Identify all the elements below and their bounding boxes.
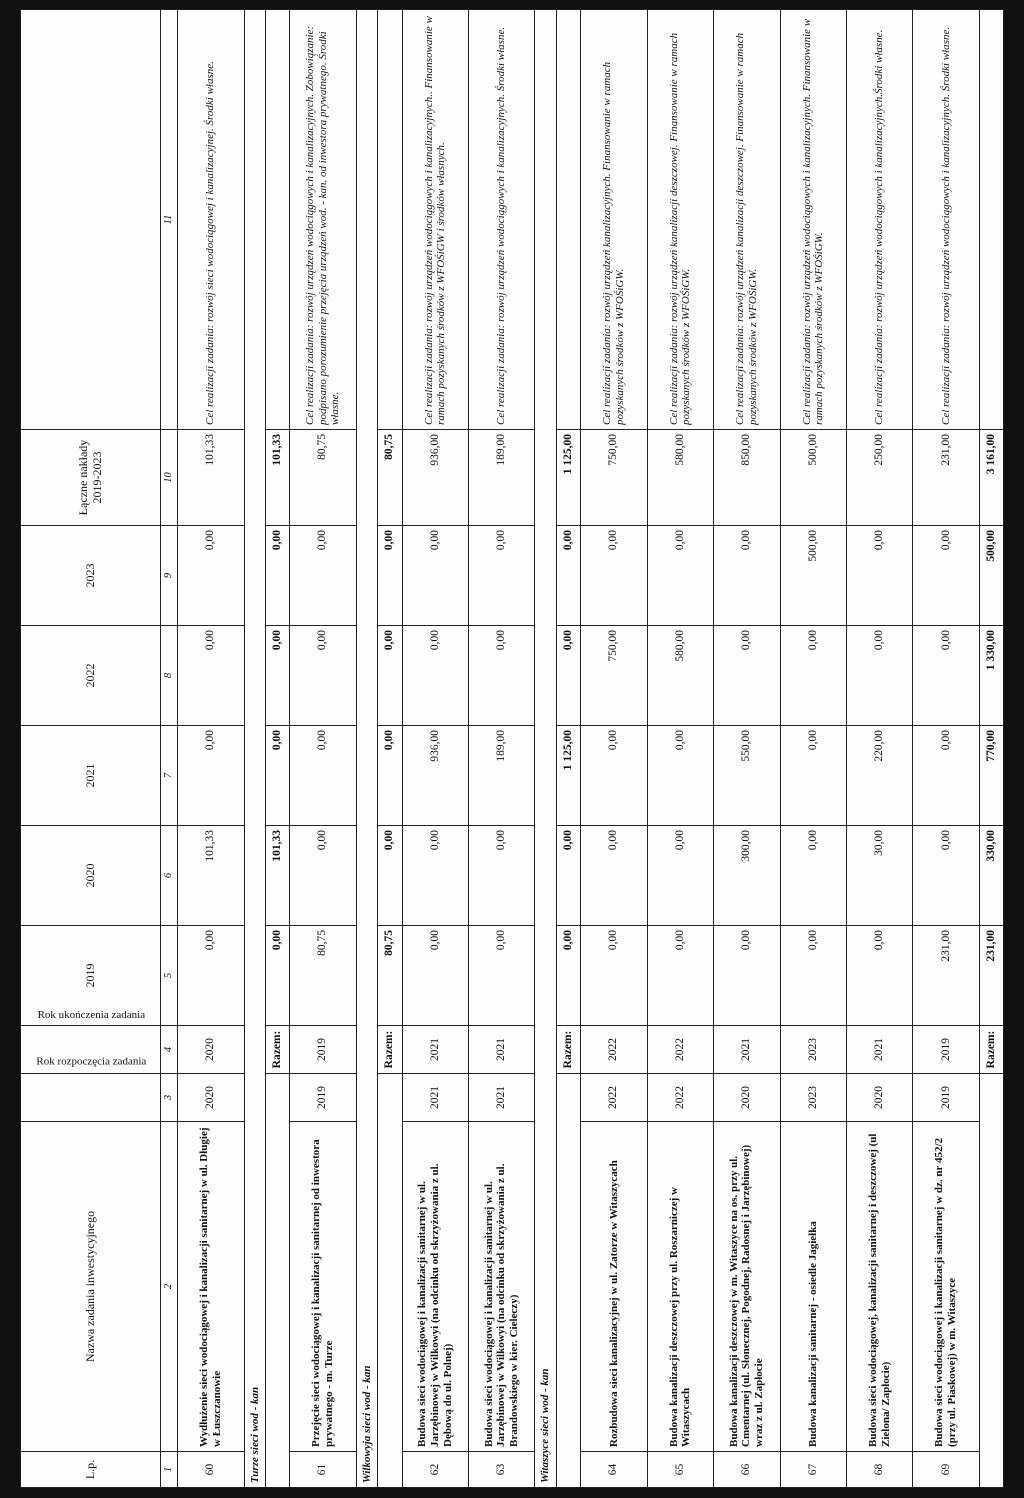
row-y2022: 750,00 — [581, 626, 647, 726]
header-2022: 2022 — [21, 626, 161, 726]
subtotal-y2020: 101,33 — [266, 826, 290, 926]
row-y2021: 550,00 — [714, 726, 780, 826]
row-total: 850,00 — [714, 430, 780, 526]
row-task-name: Budowa sieci wodociągowej i kanalizacji sanitarnej w ul. Jarzębinowej w Wilkowyi (na odcinku od skrzyżowania z ul. Brandowskiego w kier. Cieleczy) — [468, 1122, 534, 1452]
row-lp: 63 — [468, 1452, 534, 1488]
row-y2020: 30,00 — [846, 826, 912, 926]
row-y2021: 0,00 — [913, 726, 979, 826]
row-purpose: Cel realizacji zadania: rozwój urządzeń kanalizacyjnych. Finansowanie w ramach pozyskanych środków z WFOŚiGW. — [581, 10, 647, 430]
row-start-year: 2020 — [178, 1074, 244, 1122]
row-y2020: 0,00 — [913, 826, 979, 926]
header-2021: 2021 — [21, 726, 161, 826]
row-y2021: 0,00 — [290, 726, 356, 826]
row-lp: 60 — [178, 1452, 244, 1488]
subtotal-row — [266, 10, 290, 1488]
row-y2023: 0,00 — [290, 526, 356, 626]
group-label-row — [535, 10, 557, 1488]
row-total: 500,00 — [780, 430, 846, 526]
subtotal-label: Razem: — [979, 1026, 1003, 1074]
header-row — [21, 10, 161, 1488]
row-y2022: 0,00 — [178, 626, 244, 726]
row-y2023: 0,00 — [178, 526, 244, 626]
subtotal-y2023: 0,00 — [378, 526, 402, 626]
table-row — [468, 10, 534, 1488]
row-task-name: Budowa sieci wodociągowej, kanalizacji sanitarnej i deszczowej (ul Zielona/ Zapłocie) — [846, 1122, 912, 1452]
row-y2022: 0,00 — [780, 626, 846, 726]
subtotal-spacer — [266, 1074, 290, 1488]
subtotal-purpose-empty — [378, 10, 402, 430]
row-y2023: 0,00 — [846, 526, 912, 626]
row-y2019: 0,00 — [647, 926, 713, 1026]
row-lp: 68 — [846, 1452, 912, 1488]
row-end-year: 2022 — [581, 1026, 647, 1074]
subtotal-spacer — [979, 1074, 1003, 1488]
row-y2021: 0,00 — [581, 726, 647, 826]
subtotal-y2020: 330,00 — [979, 826, 1003, 926]
row-y2023: 500,00 — [780, 526, 846, 626]
subtotal-y2021: 0,00 — [378, 726, 402, 826]
header-lp: L.p. — [21, 1452, 161, 1488]
row-task-name: Budowa kanalizacji sanitarnej - osiedle Jagiełka — [780, 1122, 846, 1452]
subtotal-y2020: 0,00 — [378, 826, 402, 926]
row-y2023: 0,00 — [468, 526, 534, 626]
header-end: Rok ukończenia zadania — [21, 1026, 161, 1074]
row-end-year: 2023 — [780, 1026, 846, 1074]
group-label: Witaszyce sieci wod - kan — [535, 10, 557, 1488]
header-purpose — [21, 10, 161, 430]
row-y2021: 936,00 — [402, 726, 468, 826]
row-y2022: 0,00 — [714, 626, 780, 726]
subtotal-label: Razem: — [557, 1026, 581, 1074]
header-name: Nazwa zadania inwestycyjnego — [21, 1122, 161, 1452]
row-y2021: 220,00 — [846, 726, 912, 826]
subtotal-y2023: 0,00 — [266, 526, 290, 626]
row-y2023: 0,00 — [402, 526, 468, 626]
row-purpose: Cel realizacji zadania: rozwój urządzeń wodociągowych i kanalizacyjnych. Zobowiązanie: podpisano porozumienie przejęcia urządzeń wod. - kan. od inwestora prywatnego. Środki własne. — [290, 10, 356, 430]
subtotal-total: 101,33 — [266, 430, 290, 526]
subtotal-label: Razem: — [266, 1026, 290, 1074]
row-lp: 65 — [647, 1452, 713, 1488]
row-y2019: 0,00 — [402, 926, 468, 1026]
row-y2019: 0,00 — [846, 926, 912, 1026]
row-total: 101,33 — [178, 430, 244, 526]
header-2023: 2023 — [21, 526, 161, 626]
row-y2019: 231,00 — [913, 926, 979, 1026]
row-y2023: 0,00 — [913, 526, 979, 626]
column-number-cell: 7 — [161, 726, 178, 826]
row-total: 936,00 — [402, 430, 468, 526]
row-purpose: Cel realizacji zadania: rozwój urządzeń wodociągowych i kanalizacyjnych. Finansowanie w ramach pozyskanych środków z WFOŚiGW. — [780, 10, 846, 430]
row-start-year: 2021 — [402, 1074, 468, 1122]
row-start-year: 2023 — [780, 1074, 846, 1122]
table-row — [178, 10, 244, 1488]
row-y2022: 0,00 — [846, 626, 912, 726]
investment-table — [20, 9, 1004, 1488]
row-y2019: 80,75 — [290, 926, 356, 1026]
table-row — [290, 10, 356, 1488]
subtotal-y2021: 770,00 — [979, 726, 1003, 826]
subtotal-y2022: 1 330,00 — [979, 626, 1003, 726]
subtotal-total: 3 161,00 — [979, 430, 1003, 526]
subtotal-y2022: 0,00 — [266, 626, 290, 726]
row-total: 750,00 — [581, 430, 647, 526]
table-row — [780, 10, 846, 1488]
subtotal-total: 80,75 — [378, 430, 402, 526]
row-y2020: 300,00 — [714, 826, 780, 926]
row-start-year: 2022 — [581, 1074, 647, 1122]
row-lp: 67 — [780, 1452, 846, 1488]
column-number-cell: 1 — [161, 1452, 178, 1488]
subtotal-purpose-empty — [979, 10, 1003, 430]
subtotal-y2019: 231,00 — [979, 926, 1003, 1026]
row-y2022: 0,00 — [290, 626, 356, 726]
header-2020: 2020 — [21, 826, 161, 926]
subtotal-purpose-empty — [557, 10, 581, 430]
table-row — [714, 10, 780, 1488]
row-start-year: 2020 — [846, 1074, 912, 1122]
row-y2023: 0,00 — [714, 526, 780, 626]
row-y2019: 0,00 — [780, 926, 846, 1026]
row-task-name: Budowa sieci wodociągowej i kanalizacji sanitarnej w ul. Jarzębinowej w Wilkowyi (na odcinku od skrzyżowania z ul. Dębową do ul. Polnej) — [402, 1122, 468, 1452]
row-end-year: 2021 — [468, 1026, 534, 1074]
row-end-year: 2021 — [402, 1026, 468, 1074]
row-start-year: 2019 — [290, 1074, 356, 1122]
row-y2019: 0,00 — [714, 926, 780, 1026]
subtotal-y2022: 0,00 — [378, 626, 402, 726]
subtotal-y2021: 0,00 — [266, 726, 290, 826]
group-label: Turze sieci wod - kan — [244, 10, 266, 1488]
row-y2022: 0,00 — [913, 626, 979, 726]
row-end-year: 2021 — [714, 1026, 780, 1074]
subtotal-row — [557, 10, 581, 1488]
subtotal-y2019: 0,00 — [557, 926, 581, 1026]
row-purpose: Cel realizacji zadania: rozwój urządzeń wodociągowych i kanalizacyjnych.. Finansowanie w ramach pozyskanych środków z WFOŚiGW i środków własnych. — [402, 10, 468, 430]
column-number-cell: 6 — [161, 826, 178, 926]
subtotal-y2019: 80,75 — [378, 926, 402, 1026]
subtotal-row — [979, 10, 1003, 1488]
table-row — [647, 10, 713, 1488]
column-number-cell: 2 — [161, 1122, 178, 1452]
row-total: 189,00 — [468, 430, 534, 526]
row-end-year: 2022 — [647, 1026, 713, 1074]
row-y2019: 0,00 — [581, 926, 647, 1026]
row-task-name: Budowa sieci wodociągowej i kanalizacji sanitarnej w dz. nr 452/2 (przy ul. Piaskowej) w m. Witaszyce — [913, 1122, 979, 1452]
column-number-cell: 10 — [161, 430, 178, 526]
row-y2020: 101,33 — [178, 826, 244, 926]
row-y2020: 0,00 — [647, 826, 713, 926]
row-lp: 64 — [581, 1452, 647, 1488]
row-end-year: 2021 — [846, 1026, 912, 1074]
column-number-cell: 11 — [161, 10, 178, 430]
row-y2020: 0,00 — [581, 826, 647, 926]
subtotal-y2022: 0,00 — [557, 626, 581, 726]
group-label-row — [244, 10, 266, 1488]
row-y2019: 0,00 — [178, 926, 244, 1026]
row-start-year: 2019 — [913, 1074, 979, 1122]
row-y2021: 0,00 — [647, 726, 713, 826]
row-purpose: Cel realizacji zadania: rozwój urządzeń wodociągowych i kanalizacyjnych. Środki własne. — [468, 10, 534, 430]
row-lp: 69 — [913, 1452, 979, 1488]
column-number-cell: 9 — [161, 526, 178, 626]
table-row — [846, 10, 912, 1488]
column-number-cell: 3 — [161, 1074, 178, 1122]
row-task-name: Wydłużenie sieci wodociągowej i kanalizacji sanitarnej w ul. Długiej w Łuszczanowie — [178, 1122, 244, 1452]
subtotal-spacer — [378, 1074, 402, 1488]
group-label-row — [356, 10, 378, 1488]
row-purpose: Cel realizacji zadania: rozwój urządzeń kanalizacji deszczowej. Finansowanie w ramach pozyskanych środków z WFOŚiGW. — [714, 10, 780, 430]
row-total: 80,75 — [290, 430, 356, 526]
subtotal-total: 1 125,00 — [557, 430, 581, 526]
row-y2020: 0,00 — [402, 826, 468, 926]
table-row — [913, 10, 979, 1488]
row-total: 231,00 — [913, 430, 979, 526]
row-y2021: 189,00 — [468, 726, 534, 826]
column-number-cell: 4 — [161, 1026, 178, 1074]
row-y2022: 0,00 — [402, 626, 468, 726]
row-start-year: 2020 — [714, 1074, 780, 1122]
row-y2021: 0,00 — [780, 726, 846, 826]
scanned-page — [20, 10, 1004, 1488]
column-number-cell: 5 — [161, 926, 178, 1026]
subtotal-y2023: 0,00 — [557, 526, 581, 626]
row-lp: 66 — [714, 1452, 780, 1488]
row-y2020: 0,00 — [290, 826, 356, 926]
row-y2023: 0,00 — [581, 526, 647, 626]
row-y2021: 0,00 — [178, 726, 244, 826]
subtotal-y2023: 500,00 — [979, 526, 1003, 626]
row-task-name: Przejęcie sieci wodociągowej i kanalizacji sanitarnej od inwestora prywatnego - m. Turze — [290, 1122, 356, 1452]
header-2019: 2019 — [21, 926, 161, 1026]
subtotal-label: Razem: — [378, 1026, 402, 1074]
row-task-name: Budowa kanalizacji deszczowej przy ul. Roszarniczej w Witaszycach — [647, 1122, 713, 1452]
header-total: Łączne nakłady 2019-2023 — [21, 430, 161, 526]
subtotal-y2021: 1 125,00 — [557, 726, 581, 826]
subtotal-y2020: 0,00 — [557, 826, 581, 926]
row-start-year: 2021 — [468, 1074, 534, 1122]
column-number-row — [161, 10, 178, 1488]
row-y2022: 580,00 — [647, 626, 713, 726]
subtotal-spacer — [557, 1074, 581, 1488]
group-label: Wilkowyja sieci wod - kan — [356, 10, 378, 1488]
subtotal-y2019: 0,00 — [266, 926, 290, 1026]
header-start: Rok rozpoczęcia zadania — [21, 1074, 161, 1122]
row-y2023: 0,00 — [647, 526, 713, 626]
column-number-cell: 8 — [161, 626, 178, 726]
row-lp: 62 — [402, 1452, 468, 1488]
row-y2020: 0,00 — [780, 826, 846, 926]
row-purpose: Cel realizacji zadania: rozwój urządzeń wodociągowych i kanalizacyjnych.Środki własne. — [846, 10, 912, 430]
row-lp: 61 — [290, 1452, 356, 1488]
table-row — [402, 10, 468, 1488]
row-end-year: 2019 — [913, 1026, 979, 1074]
row-y2019: 0,00 — [468, 926, 534, 1026]
subtotal-row — [378, 10, 402, 1488]
row-task-name: Budowa kanalizacji deszczowej w m. Witaszyce na os. przy ul. Cmentarnej (ul. Słonecznej, Pogodnej, Radosnej i Jarzębinowej) wraz z ul. Zapłocie — [714, 1122, 780, 1452]
row-y2022: 0,00 — [468, 626, 534, 726]
row-total: 580,00 — [647, 430, 713, 526]
row-purpose: Cel realizacji zadania: rozwój urządzeń kanalizacji deszczowej. Finansowanie w ramach pozyskanych środków z WFOŚiGW. — [647, 10, 713, 430]
row-purpose: Cel realizacji zadania: rozwój sieci wodociągowej i kanalizacyjnej. Środki własne. — [178, 10, 244, 430]
row-total: 250,00 — [846, 430, 912, 526]
row-task-name: Rozbudowa sieci kanalizacyjnej w ul. Zatorze w Witaszycach — [581, 1122, 647, 1452]
row-end-year: 2019 — [290, 1026, 356, 1074]
subtotal-purpose-empty — [266, 10, 290, 430]
table-row — [581, 10, 647, 1488]
row-start-year: 2022 — [647, 1074, 713, 1122]
row-y2020: 0,00 — [468, 826, 534, 926]
row-end-year: 2020 — [178, 1026, 244, 1074]
row-purpose: Cel realizacji zadania: rozwój urządzeń wodociągowych i kanalizacyjnych. Środki własne. — [913, 10, 979, 430]
